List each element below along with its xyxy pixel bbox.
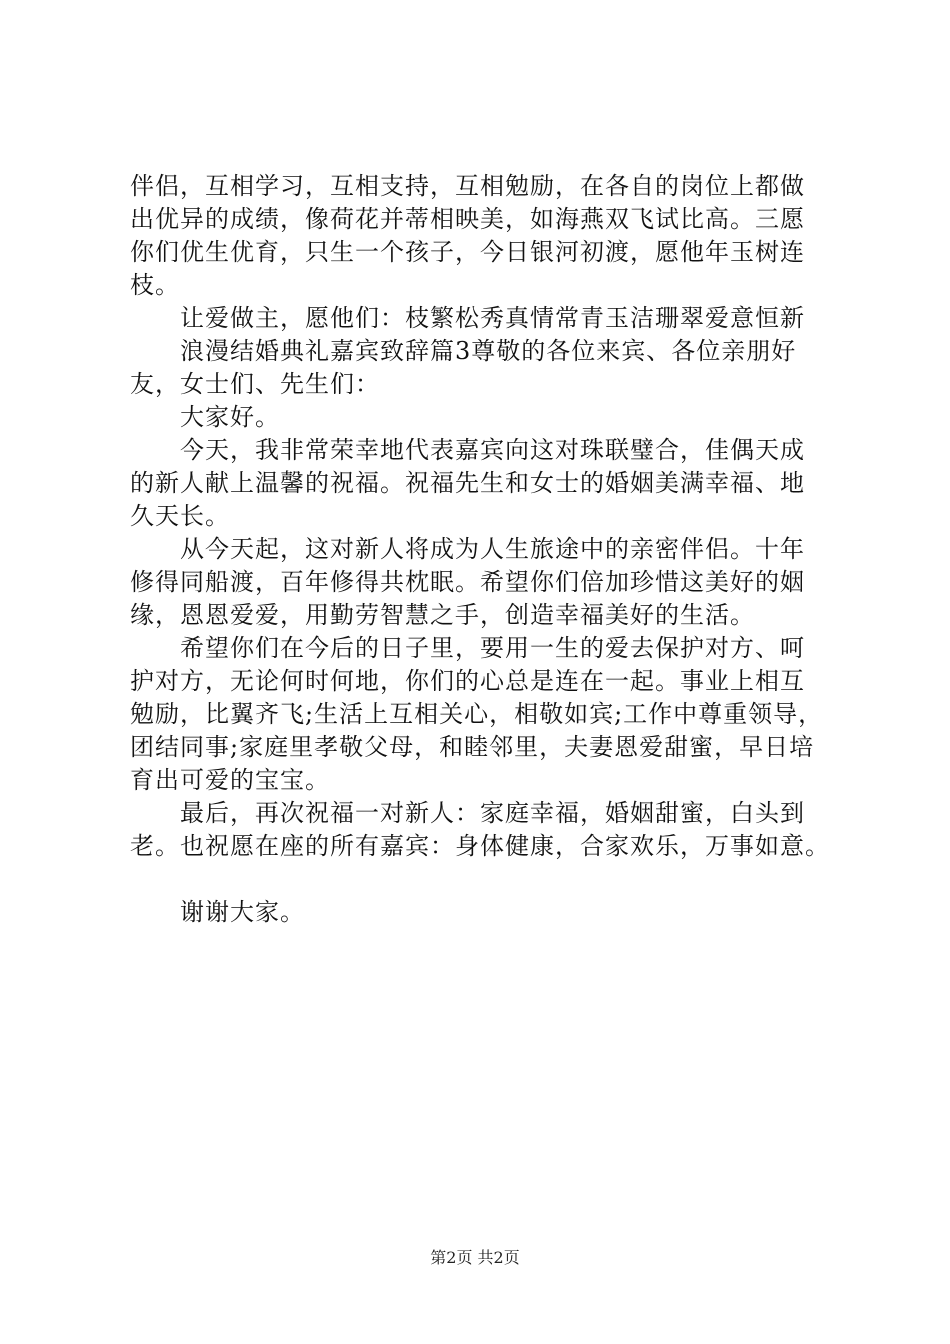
closing-thanks: 谢谢大家。	[180, 898, 305, 926]
text-line: 久天长。	[130, 502, 230, 530]
text-line: 你们优生优育，只生一个孩子，今日银河初渡，愿他年玉树连	[130, 238, 805, 266]
page-number-label: 第2页 共2页	[430, 1248, 520, 1267]
paragraph-start: 从今天起，这对新人将成为人生旅途中的亲密伴侣。十年	[180, 535, 805, 563]
paragraph-start: 让爱做主，愿他们：枝繁松秀真情常青玉洁珊翠爱意恒新	[180, 304, 805, 332]
text-line: 枝。	[130, 271, 180, 299]
text-line: 勉励，比翼齐飞;生活上互相关心，相敬如宾;工作中尊重领导，	[130, 700, 824, 728]
text-line: 育出可爱的宝宝。	[130, 766, 330, 794]
page-footer	[0, 1245, 950, 1268]
greeting: 大家好。	[180, 403, 280, 431]
paragraph-start: 最后，再次祝福一对新人：家庭幸福，婚姻甜蜜，白头到	[180, 799, 805, 827]
text-line: 伴侣，互相学习，互相支持，互相勉励，在各自的岗位上都做	[130, 172, 805, 200]
blank-line	[130, 863, 860, 896]
text-line: 修得同船渡，百年修得共枕眠。希望你们倍加珍惜这美好的姻	[130, 568, 805, 596]
text-line: 老。也祝愿在座的所有嘉宾：身体健康，合家欢乐，万事如意。	[130, 832, 830, 860]
text-line: 护对方，无论何时何地，你们的心总是连在一起。事业上相互	[130, 667, 805, 695]
text-line: 的新人献上温馨的祝福。祝福先生和女士的婚姻美满幸福、地	[130, 469, 805, 497]
text-line: 出优异的成绩，像荷花并蒂相映美，如海燕双飞试比高。三愿	[130, 205, 805, 233]
paragraph-start: 今天，我非常荣幸地代表嘉宾向这对珠联璧合，佳偶天成	[180, 436, 805, 464]
paragraph-start: 浪漫结婚典礼嘉宾致辞篇3尊敬的各位来宾、各位亲朋好	[180, 337, 797, 365]
text-line: 友，女士们、先生们：	[130, 370, 380, 398]
paragraph-start: 希望你们在今后的日子里，要用一生的爱去保护对方、呵	[180, 634, 805, 662]
document-body	[130, 170, 860, 929]
text-line: 缘，恩恩爱爱，用勤劳智慧之手，创造幸福美好的生活。	[130, 601, 755, 629]
text-line: 团结同事;家庭里孝敬父母，和睦邻里，夫妻恩爱甜蜜，早日培	[130, 733, 815, 761]
